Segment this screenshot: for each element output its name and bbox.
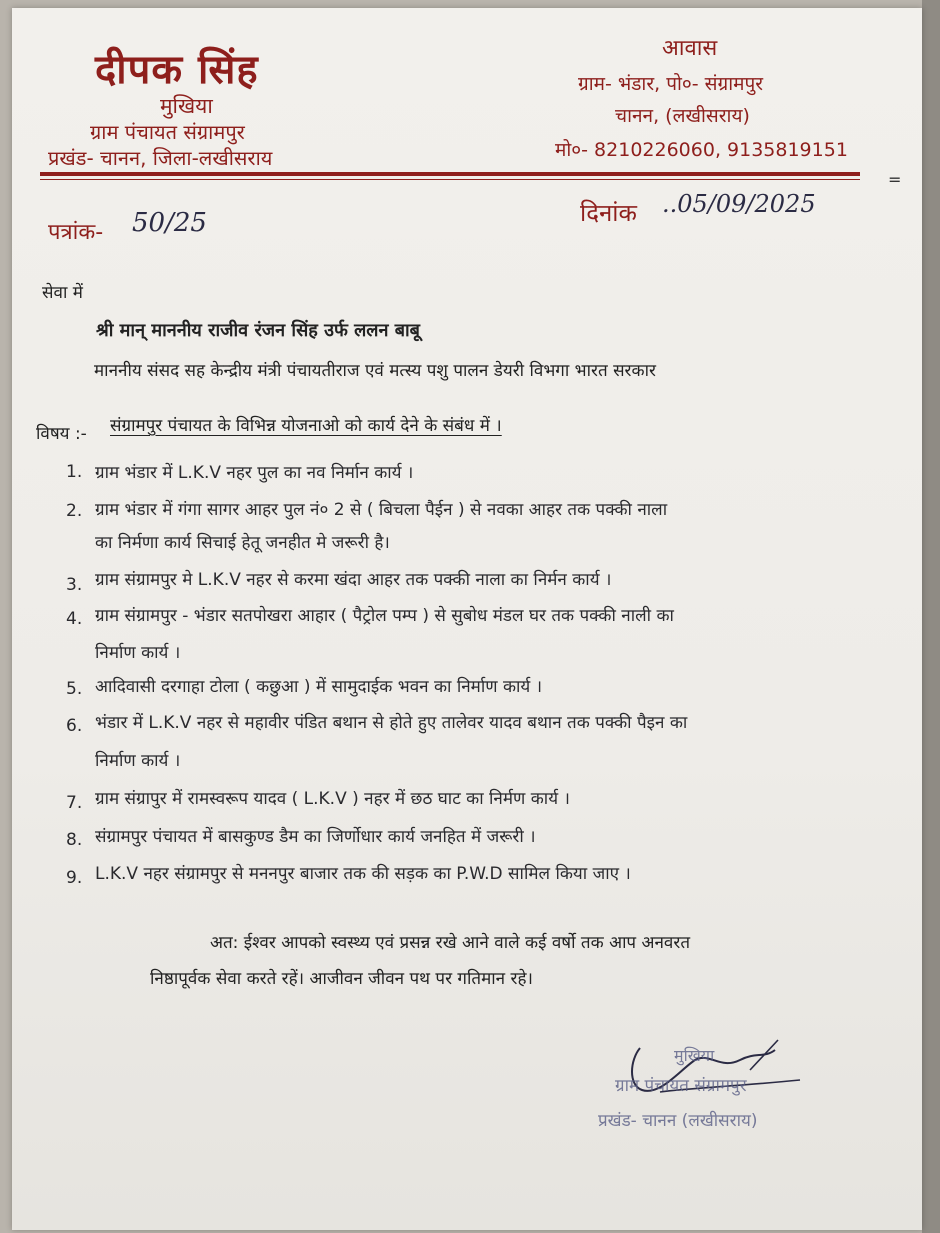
letterhead-block: प्रखंड- चानन, जिला-लखीसराय: [48, 146, 273, 170]
item-number: 8.: [66, 830, 83, 850]
item-number: 1.: [66, 462, 83, 482]
item-number: 4.: [66, 609, 83, 629]
addressee: श्री मान् माननीय राजीव रंजन सिंह उर्फ ललन बाबू: [96, 320, 420, 341]
residence-line1: ग्राम- भंडार, पो०- संग्रामपुर: [578, 73, 764, 95]
item-text: आदिवासी दरगाहा टोला ( कछुआ ) में सामुदाईक भवन का निर्माण कार्य ।: [95, 677, 543, 697]
patrank-label: पत्रांक-: [48, 220, 104, 245]
letterhead-panchayat: ग्राम पंचायत संग्रामपुर: [90, 120, 245, 144]
residence-line2: चानन, (लखीसराय): [615, 105, 750, 127]
item-text-continued: निर्माण कार्य ।: [95, 643, 181, 663]
item-number: 9.: [66, 868, 83, 888]
item-number: 5.: [66, 679, 83, 699]
item-number: 6.: [66, 716, 83, 736]
stamp-line-2: ग्राम पंचायत संग्रामपुर: [615, 1076, 747, 1096]
item-text: संग्रामपुर पंचायत में बासकुण्ड डैम का जिर्णोधार कार्य जनहित में जरूरी ।: [95, 827, 536, 847]
item-text: ग्राम संग्रापुर में रामस्वरूप यादव ( L.K.V ) नहर में छठ घाट का निर्मण कार्य ।: [95, 789, 570, 809]
dinank-value: ..05/09/2025: [662, 190, 816, 218]
item-text: L.K.V नहर संग्रामपुर से मननपुर बाजार तक की सड़क का P.W.D सामिल किया जाए ।: [95, 864, 631, 884]
seva-me: सेवा में: [42, 283, 83, 303]
letterhead-name: दीपक सिंह: [95, 47, 259, 93]
item-text: ग्राम संग्रामपुर मे L.K.V नहर से करमा खंदा आहर तक पक्की नाला का निर्मन कार्य ।: [95, 570, 612, 590]
dinank-label: दिनांक: [580, 199, 637, 227]
stamp-line-3: प्रखंड- चानन (लखीसराय): [598, 1111, 758, 1131]
residence-title: आवास: [662, 36, 718, 61]
closing-line-1: अत: ईश्वर आपको स्वस्थ्य एवं प्रसन्न रखे आने वाले कई वर्षो तक आप अनवरत: [210, 933, 691, 953]
letterhead-rule-thick: [40, 172, 860, 176]
item-text: ग्राम संग्रामपुर - भंडार सतपोखरा आहार ( पैट्रोल पम्प ) से सुबोध मंडल घर तक पक्की नाली का: [95, 606, 674, 626]
designation: माननीय संसद सह केन्द्रीय मंत्री पंचायतीराज एवं मत्स्य पशु पालन डेयरी विभगा भारत सरकार: [94, 361, 656, 381]
residence-phone: मो०- 8210226060, 9135819151: [555, 139, 848, 161]
item-number: 3.: [66, 575, 83, 595]
item-text-continued: का निर्मणा कार्य सिचाई हेतू जनहीत मे जरूरी है।: [95, 533, 390, 553]
patrank-value: 50/25: [132, 208, 207, 238]
item-number: 7.: [66, 793, 83, 813]
closing-line-2: निष्ठापूर्वक सेवा करते रहें। आजीवन जीवन पथ पर गतिमान रहे।: [150, 969, 533, 989]
letterhead-rule-thin: [40, 179, 860, 180]
item-text-continued: निर्माण कार्य ।: [95, 751, 181, 771]
item-text: भंडार में L.K.V नहर से महावीर पंडित बथान से होते हुए तालेवर यादव बथान तक पक्की पैइन का: [95, 713, 688, 733]
stamp-line-1: मुखिया: [674, 1046, 715, 1065]
item-text: ग्राम भंडार में गंगा सागर आहर पुल नं० 2 से ( बिचला पैईन ) से नवका आहर तक पक्की नाला: [95, 500, 668, 520]
margin-mark: =: [888, 170, 902, 189]
item-text: ग्राम भंडार में L.K.V नहर पुल का नव निर्मान कार्य ।: [95, 463, 414, 483]
vishay-label: विषय :-: [36, 424, 87, 444]
item-number: 2.: [66, 501, 83, 521]
letterhead-post: मुखिया: [160, 94, 213, 118]
paper-edge: [922, 0, 940, 1233]
vishay-text: संग्रामपुर पंचायत के विभिन्न योजनाओ को कार्य देने के संबंध में ।: [110, 416, 502, 436]
